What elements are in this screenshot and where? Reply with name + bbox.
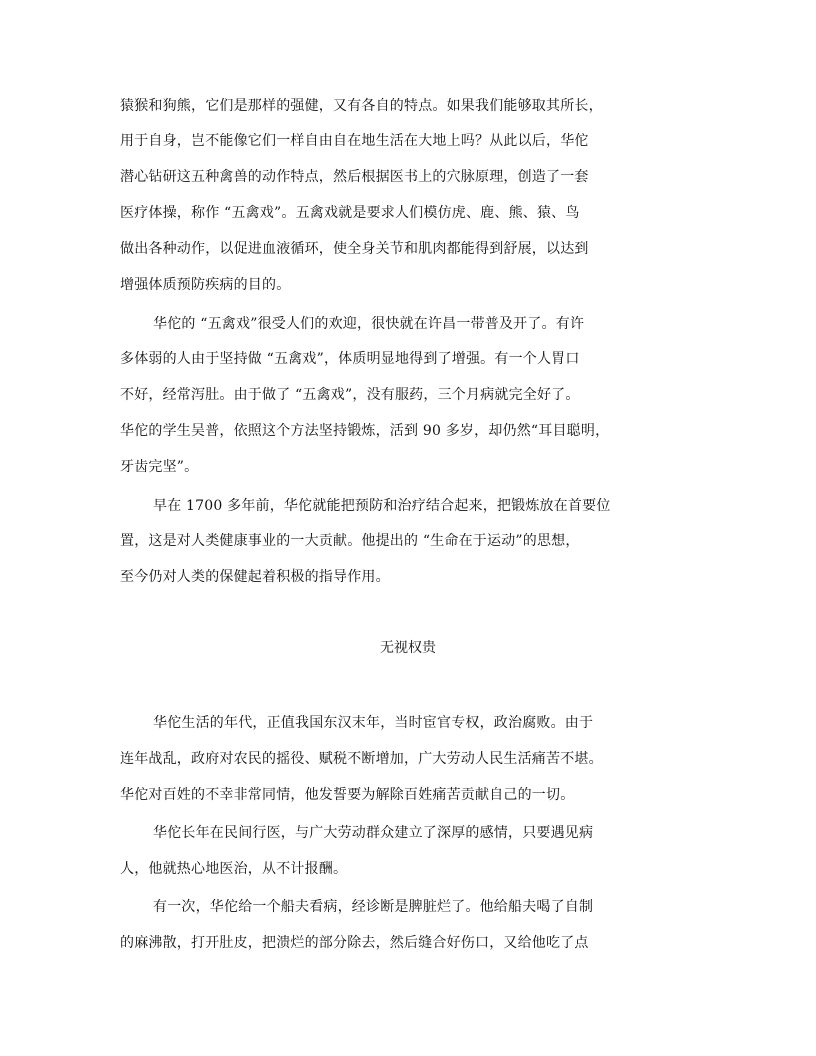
- paragraph-line: 的麻沸散，打开肚皮，把溃烂的部分除去，然后缝合好伤口，又给他吃了点: [120, 935, 589, 951]
- paragraph-line: 用于自身，岂不能像它们一样自由自在地生活在大地上吗？从此以后，华佗: [120, 133, 589, 149]
- paragraph-line: 不好，经常泻肚。由于做了 “五禽戏”，没有服药，三个月病就完全好了。: [120, 387, 580, 403]
- paragraph-line: 至今仍对人类的保健起着积极的指导作用。: [120, 569, 390, 585]
- paragraph-line: 牙齿完坚”。: [120, 459, 199, 475]
- paragraph-line: 增强体质预防疾病的目的。: [120, 277, 291, 293]
- paragraph-line: 潜心钻研这五种禽兽的动作特点，然后根据医书上的穴脉原理，创造了一套: [120, 169, 589, 185]
- section-title: 无视权贵: [380, 640, 436, 656]
- paragraph-line: 多体弱的人由于坚持做 “五禽戏”，体质明显地得到了增强。有一个人胃口: [120, 351, 580, 367]
- paragraph-line: 人，他就热心地医治，从不计报酬。: [120, 861, 348, 877]
- paragraph-line: 猿猴和狗熊，它们是那样的强健，又有各自的特点。如果我们能够取其所长，: [120, 98, 603, 114]
- paragraph-line: 做出各种动作，以促进血液循环，使全身关节和肌肉都能得到舒展，以达到: [120, 241, 589, 257]
- paragraph-line: 医疗体操，称作 “五禽戏”。五禽戏就是要求人们模仿虎、鹿、熊、猿、鸟: [120, 205, 580, 221]
- paragraph-first-line: 早在 1700 多年前，华佗就能把预防和治疗结合起来，把锻炼放在首要位: [153, 498, 611, 514]
- paragraph-first-line: 华佗的 “五禽戏”很受人们的欢迎，很快就在许昌一带普及开了。有许: [153, 316, 585, 332]
- paragraph-first-line: 华佗生活的年代，正值我国东汉末年，当时宦官专权，政治腐败。由于: [153, 715, 594, 731]
- paragraph-line: 华佗对百姓的不幸非常同情，他发誓要为解除百姓痛苦贡献自己的一切。: [120, 787, 575, 803]
- paragraph-first-line: 有一次，华佗给一个船夫看病，经诊断是脾脏烂了。他给船夫喝了自制: [153, 899, 594, 915]
- paragraph-first-line: 华佗长年在民间行医，与广大劳动群众建立了深厚的感情，只要遇见病: [153, 825, 594, 841]
- paragraph-line: 连年战乱，政府对农民的摇役、赋税不断增加，广大劳动人民生活痛苦不堪。: [120, 751, 603, 767]
- paragraph-line: 华佗的学生吴普，依照这个方法坚持锻炼，活到 90 多岁，却仍然“耳目聪明，: [120, 423, 610, 439]
- paragraph-line: 置，这是对人类健康事业的一大贡献。他提出的 “生命在于运动”的思想，: [120, 533, 580, 549]
